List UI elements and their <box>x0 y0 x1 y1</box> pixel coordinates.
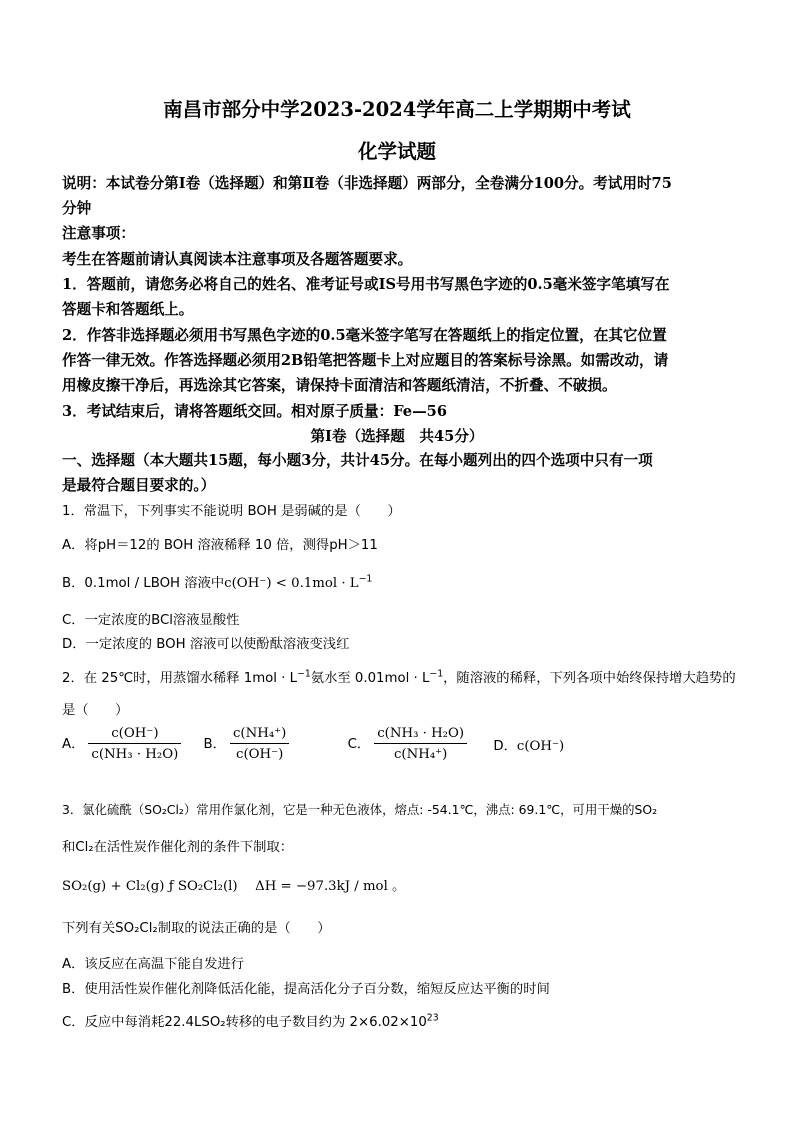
q2-option-d-expr: c(OH⁻) <box>516 738 565 754</box>
q1-option-b-exp: −1 <box>358 573 373 585</box>
q2-option-d-label: D． <box>493 738 517 754</box>
q1-option-b-text: B．0.1mol / LBOH 溶液中 <box>62 576 225 591</box>
q2-option-a <box>62 726 185 762</box>
q2-option-d <box>493 735 564 754</box>
q3-option-c-text: C．反应中每消耗22.4LSO₂转移的电子数目约为 2×6.02×10 <box>62 1015 427 1030</box>
q3-stem-b: 和Cl₂在活性炭作催化剂的条件下制取： <box>62 840 294 855</box>
q2-option-c-den: c(NH₄⁺) <box>393 747 448 762</box>
q3-option-c <box>62 1011 439 1030</box>
q3-question: 下列有关SO₂Cl₂制取的说法正确的是（ ） <box>62 921 331 936</box>
q2-option-b-den: c(OH⁻) <box>236 747 284 762</box>
rule-1a: 1．答题前，请您务必将自己的姓名、准考证号或IS号用书写黑色字迹的0.5毫米签字笔填写在 <box>62 276 670 293</box>
q1-option-a: A．将pH＝12的 BOH 溶液稀释 10 倍，测得pH＞11 <box>62 538 378 553</box>
q2-option-a-num: c(OH⁻) <box>88 726 181 744</box>
q2-option-c <box>348 726 472 762</box>
rule-1b: 答题卡和答题纸上。 <box>62 301 194 318</box>
notice-heading: 注意事项： <box>62 225 135 242</box>
q1-option-c: C．一定浓度的BCl溶液显酸性 <box>62 613 240 628</box>
rule-2a: 2．作答非选择题必须用书写黑色字迹的0.5毫米签字笔写在答题纸上的指定位置，在其它位置 <box>62 327 667 344</box>
rule-2c: 用橡皮擦干净后，再选涂其它答案，请保持卡面清洁和答题纸清洁，不折叠、不破损。 <box>62 377 617 394</box>
q2-option-a-den: c(NH₃ · H₂O) <box>91 747 179 762</box>
q2-stem-exp-2: −1 <box>429 668 444 680</box>
intro-line-2: 分钟 <box>62 200 92 217</box>
q2-options <box>62 726 564 762</box>
q3-option-b: B．使用活性炭作催化剂降低活化能，提高活化分子百分数，缩短反应达平衡的时间 <box>62 982 550 997</box>
q3-option-c-exp: 23 <box>426 1012 439 1024</box>
q1-stem: 1．常温下，下列事实不能说明 BOH 是弱碱的是（ ） <box>62 504 401 519</box>
q2-stem-part-b: 氨水至 0.01mol · L <box>310 671 430 686</box>
q3-option-a: A．该反应在高温下能自发进行 <box>62 957 244 972</box>
section-title: 第Ⅰ卷（选择题 共45分） <box>310 428 484 445</box>
section-heading-a: 一、选择题（本大题共15题，每小题3分，共计45分。在每小题列出的四个选项中只有一项 <box>62 452 653 469</box>
exam-subtitle: 化学试题 <box>357 140 436 163</box>
q1-option-b <box>62 572 372 591</box>
q2-option-a-label: A． <box>62 737 85 752</box>
q2-stem-tail: 是（ ） <box>62 703 129 718</box>
q2-option-b-num: c(NH₄⁺) <box>230 726 289 744</box>
intro-line-1: 说明：本试卷分第Ⅰ卷（选择题）和第Ⅱ卷（非选择题）两部分，全卷满分100分。考试用时75 <box>62 175 672 192</box>
exam-title: 南昌市部分中学2023-2024学年高二上学期期中考试 <box>163 98 631 121</box>
q2-stem <box>62 667 736 686</box>
q1-option-d: D．一定浓度的 BOH 溶液可以使酚酞溶液变浅红 <box>62 637 350 652</box>
q2-option-b <box>204 726 294 762</box>
q2-stem-exp-1: −1 <box>297 668 311 680</box>
rule-3: 3．考试结束后，请将答题纸交回。相对原子质量：Fe—56 <box>62 403 447 420</box>
q2-option-b-label: B． <box>203 737 226 752</box>
q2-option-c-num: c(NH₃ · H₂O) <box>374 726 467 744</box>
q2-stem-part-a: 2．在 25℃时，用蒸馏水稀释 1mol · L <box>62 671 298 686</box>
q3-stem-a: 3．氯化硫酰（SO₂Cl₂）常用作氯化剂，它是一种无色液体，熔点: -54.1℃，沸点: 69.1℃，可用干燥的SO₂ <box>62 802 658 817</box>
q2-stem-part-c: ，随溶液的稀释，下列各项中始终保持增大趋势的 <box>443 671 736 686</box>
notice-lead: 考生在答题前请认真阅读本注意事项及各题答题要求。 <box>62 251 413 268</box>
q3-equation: SO₂(g) + Cl₂(g) ƒ SO₂Cl₂(l) ΔH = −97.3kJ / mol 。 <box>62 879 406 894</box>
q2-option-c-label: C． <box>347 737 371 752</box>
rule-2b: 作答一律无效。作答选择题必须用2B铅笔把答题卡上对应题目的答案标号涂黑。如需改动，请 <box>62 352 669 369</box>
q1-option-b-expr: c(OH⁻) < 0.1mol · L <box>224 576 359 591</box>
section-heading-b: 是最符合题目要求的。） <box>62 477 216 494</box>
